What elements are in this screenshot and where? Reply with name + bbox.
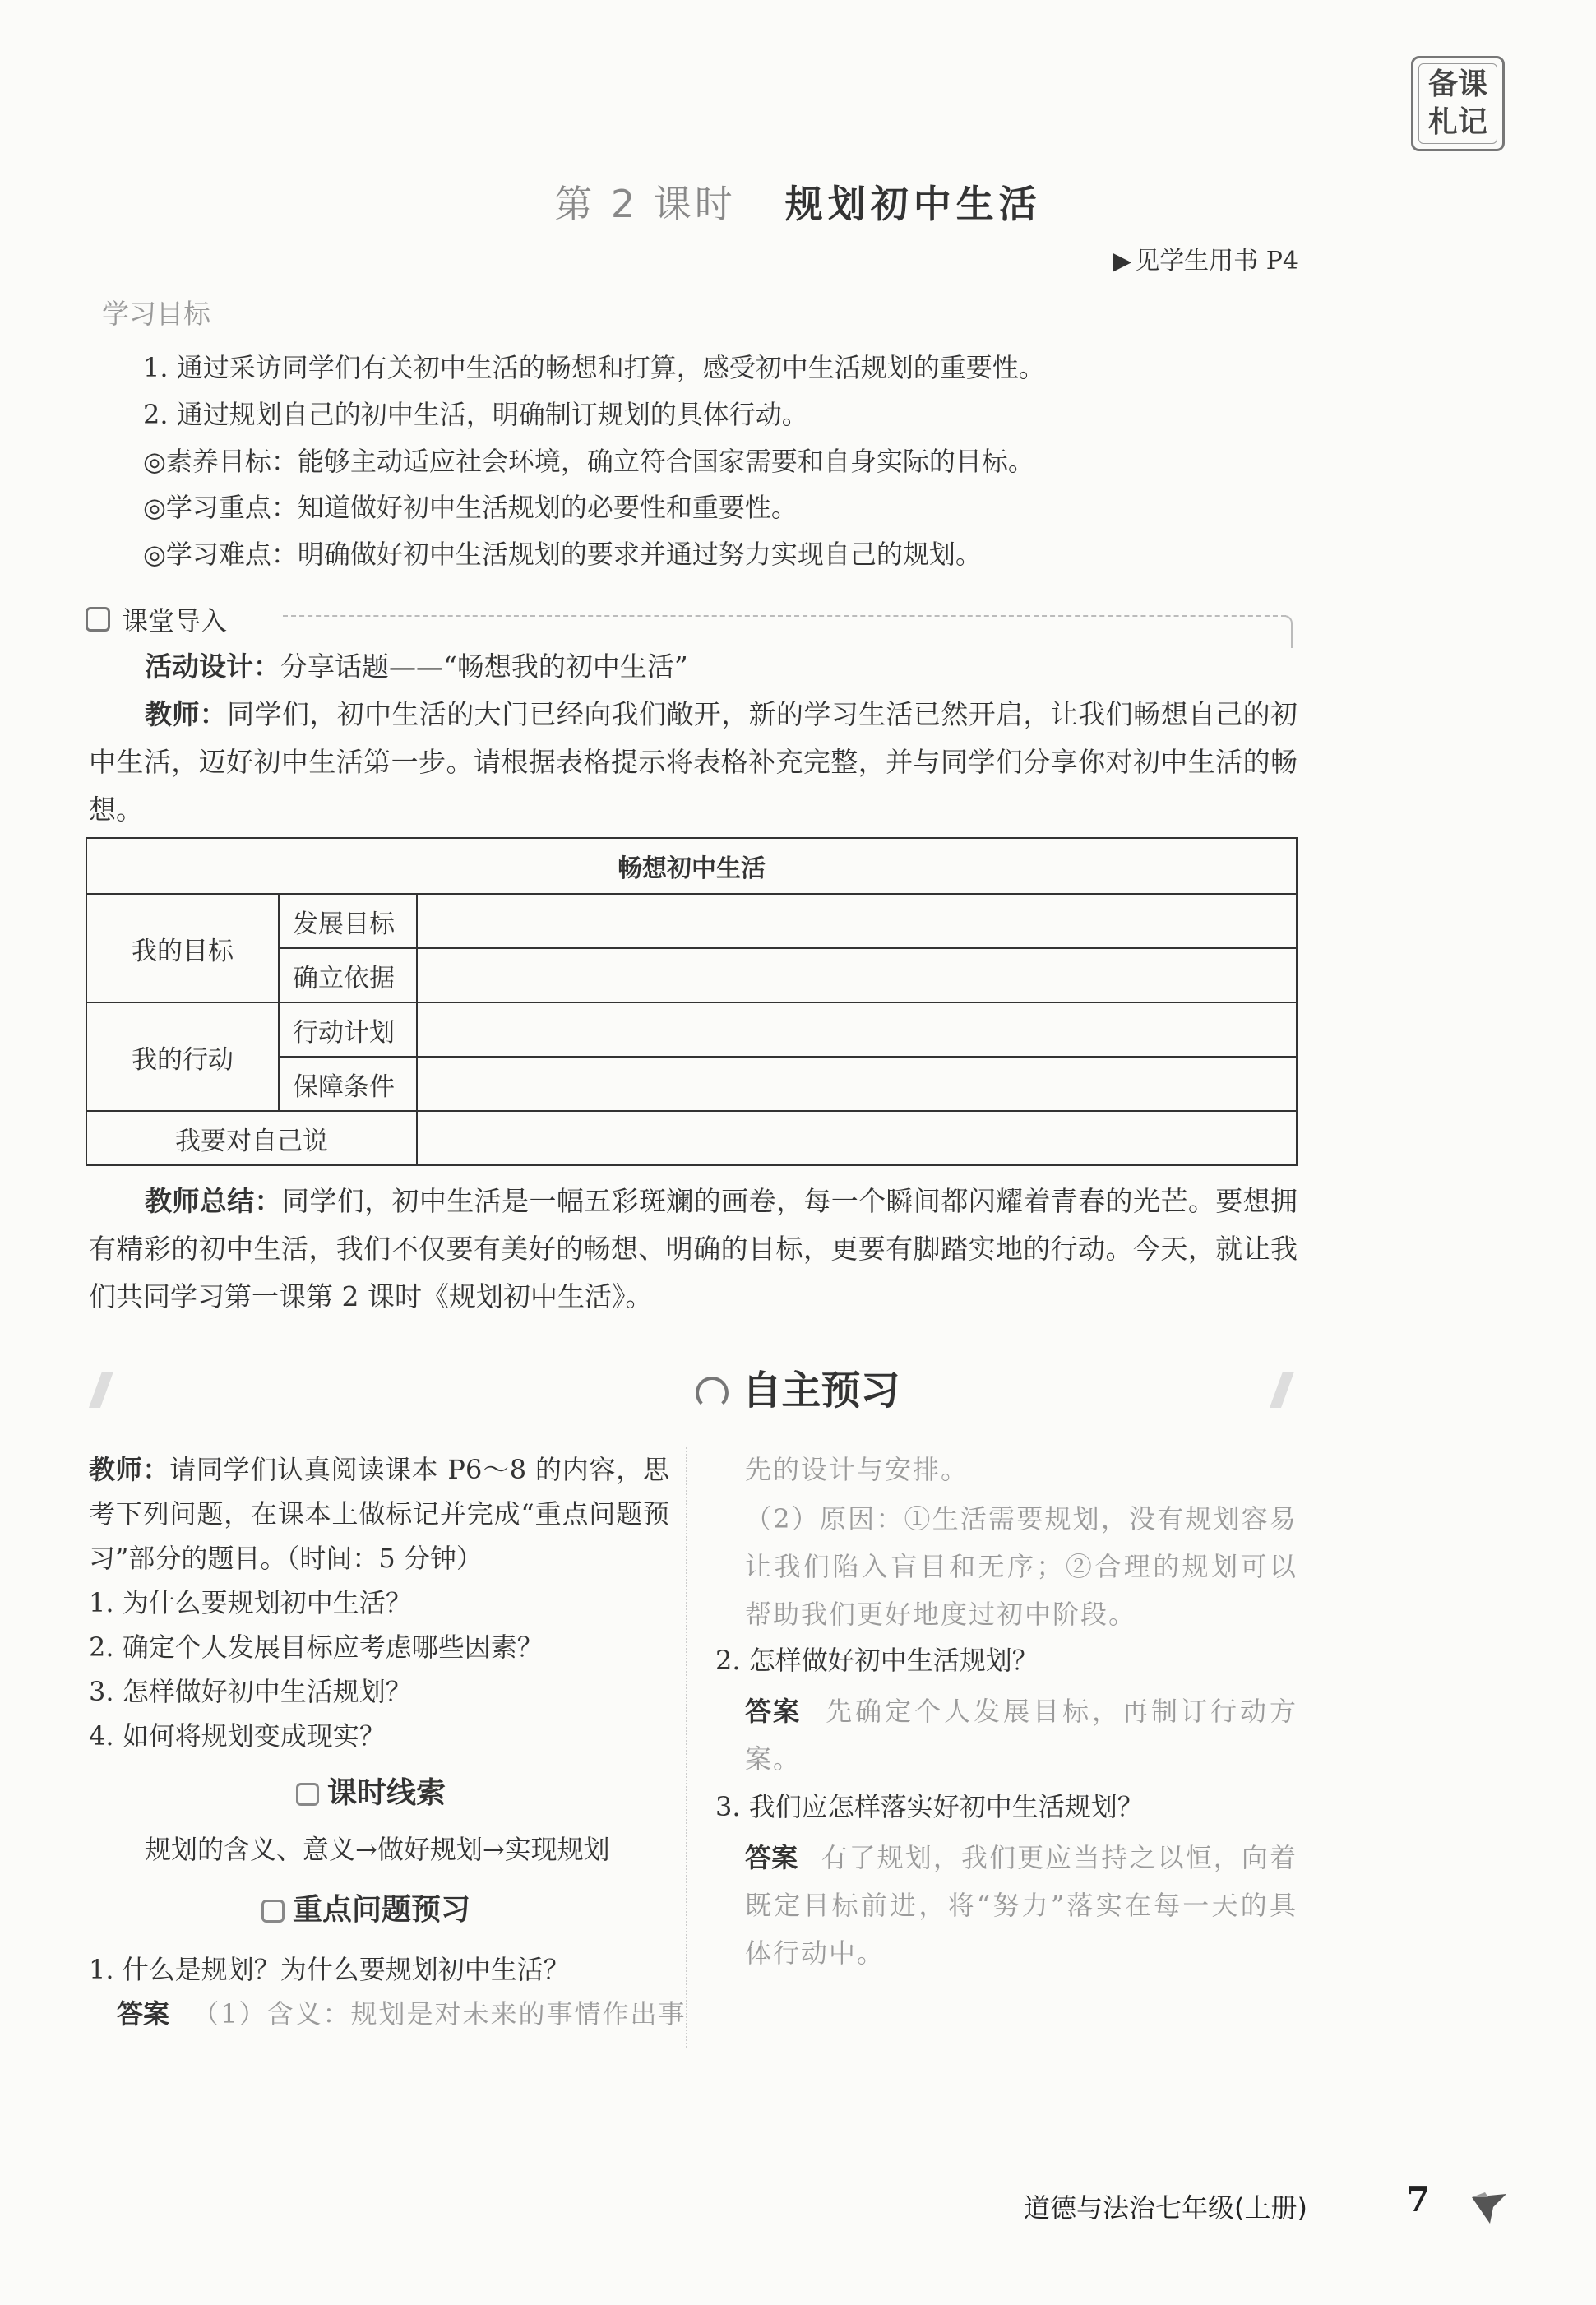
table-group-actions: 我的行动 [86, 1002, 279, 1111]
table-cell-empty[interactable] [417, 1111, 1297, 1165]
table-row-label: 保障条件 [279, 1057, 417, 1111]
teacher-intro [89, 691, 1298, 834]
preview-teacher [89, 1447, 669, 1581]
plan-table [86, 837, 1298, 1166]
key-question-1: 1. 什么是规划？为什么要规划初中生活？ [89, 1954, 570, 1985]
preview-banner [0, 1358, 1596, 1415]
table-title: 畅想初中生活 [86, 838, 1297, 894]
preview-icon [696, 1377, 729, 1409]
answer-label: 答案 [745, 1696, 801, 1727]
answer-1-start [117, 1992, 687, 2036]
preview-question: 1. 为什么要规划初中生活？ [89, 1587, 412, 1618]
answer-label: 答案 [117, 1998, 170, 2030]
key-label: 重点问题预习 [293, 1893, 471, 1927]
answer-3-text: 有了规划，我们更应当持之以恒，向着既定目标前进，将“努力”落实在每一天的具体行动中。 [745, 1842, 1298, 1969]
table-cell-empty[interactable] [417, 948, 1297, 1002]
answer-3 [745, 1834, 1298, 1977]
badge-line2: 札记 [1427, 105, 1487, 139]
summary-label: 教师总结： [145, 1185, 282, 1217]
book-title: 道德与法治七年级(上册) [1024, 2192, 1307, 2224]
answer-1-part1: （1）含义：规划是对未来的事情作出事 [192, 1998, 687, 2030]
table-row-label: 行动计划 [279, 1002, 417, 1057]
lesson-title [0, 174, 1596, 229]
answer-1-part2: 先的设计与安排。 [745, 1454, 969, 1485]
table-cell-empty[interactable] [417, 1057, 1297, 1111]
preview-question: 2. 确定个人发展目标应考虑哪些因素？ [89, 1632, 544, 1663]
clue-header [296, 1770, 446, 1812]
teacher-label: 教师： [145, 698, 228, 730]
answer-2 [745, 1687, 1298, 1783]
classroom-icon [86, 607, 110, 632]
table-cell-empty[interactable] [417, 894, 1297, 948]
preview-question: 3. 怎样做好初中生活规划？ [89, 1676, 412, 1707]
corner-decoration-icon [1469, 2186, 1510, 2227]
table-row-label: 我要对自己说 [86, 1111, 417, 1165]
preview-teacher-text: 请同学们认真阅读课本 P6～8 的内容，思考下列问题，在课本上做标记并完成“重点问题预习”部分的题目。（时间：5 分钟） [89, 1454, 669, 1574]
goal-item: ◎学习重点：知道做好初中生活规划的必要性和重要性。 [143, 492, 798, 523]
clue-text: 规划的含义、意义→做好规划→实现规划 [145, 1834, 610, 1865]
lesson-name: 规划初中生活 [784, 182, 1042, 226]
key-icon [261, 1900, 285, 1923]
table-row-label: 确立依据 [279, 948, 417, 1002]
teacher-intro-text: 同学们，初中生活的大门已经向我们敞开，新的学习生活已然开启，让我们畅想自己的初中生活，迈好初中生活第一步。请根据表格提示将表格补充完整，并与同学们分享你对初中生活的畅想。 [89, 698, 1298, 826]
summary-text: 同学们，初中生活是一幅五彩斑斓的画卷，每一个瞬间都闪耀着青春的光芒。要想拥有精彩的初中生活，我们不仅要有美好的畅想、明确的目标，更要有脚踏实地的行动。今天，就让我们共同学习第一课第 2 课时《规划初中生活》。 [89, 1185, 1298, 1312]
key-question-3: 3. 我们应怎样落实好初中生活规划？ [715, 1791, 1144, 1822]
answer-1-part3: （2）原因：①生活需要规划，没有规划容易让我们陷入盲目和无序；②合理的规划可以帮助我们更好地度过初中阶段。 [745, 1503, 1298, 1630]
student-book-reference: ▶ 见学生用书 P4 [1113, 240, 1298, 276]
column-divider [686, 1447, 687, 2048]
badge-line1: 备课 [1427, 67, 1487, 101]
goals-label: 学习目标 [102, 298, 210, 330]
goal-item: 2. 通过规划自己的初中生活，明确制订规划的具体行动。 [143, 399, 808, 430]
goal-item: 1. 通过采访同学们有关初中生活的畅想和打算，感受初中生活规划的重要性。 [143, 352, 1045, 383]
preview-question: 4. 如何将规划变成现实？ [89, 1720, 386, 1752]
goal-item: ◎素养目标：能够主动适应社会环境，确立符合国家需要和自身实际的目标。 [143, 446, 1034, 477]
preview-title: 自主预习 [742, 1368, 900, 1414]
preview-teacher-label: 教师： [89, 1454, 170, 1485]
notes-badge [1411, 56, 1505, 151]
answer-2-text: 先确定个人发展目标，再制订行动方案。 [745, 1696, 1298, 1775]
page-number: 7 [1406, 2179, 1431, 2219]
teacher-summary [89, 1178, 1298, 1321]
intro-label: 课堂导入 [122, 605, 228, 636]
clue-label: 课时线索 [327, 1776, 446, 1810]
key-question-2: 2. 怎样做好初中生活规划？ [715, 1645, 1039, 1676]
table-cell-empty[interactable] [417, 1002, 1297, 1057]
lesson-number: 第 2 课时 [554, 182, 736, 226]
goal-item: ◎学习难点：明确做好初中生活规划的要求并通过努力实现自己的规划。 [143, 539, 982, 570]
activity-text: 分享话题——“畅想我的初中生活” [280, 650, 688, 683]
answer-label: 答案 [745, 1842, 798, 1873]
key-questions-header [261, 1886, 470, 1928]
clue-icon [296, 1783, 319, 1806]
table-group-goals: 我的目标 [86, 894, 279, 1002]
intro-header [86, 600, 227, 638]
activity-design [145, 643, 1296, 691]
intro-divider [283, 615, 1286, 617]
table-row-label: 发展目标 [279, 894, 417, 948]
activity-label: 活动设计： [145, 650, 280, 683]
